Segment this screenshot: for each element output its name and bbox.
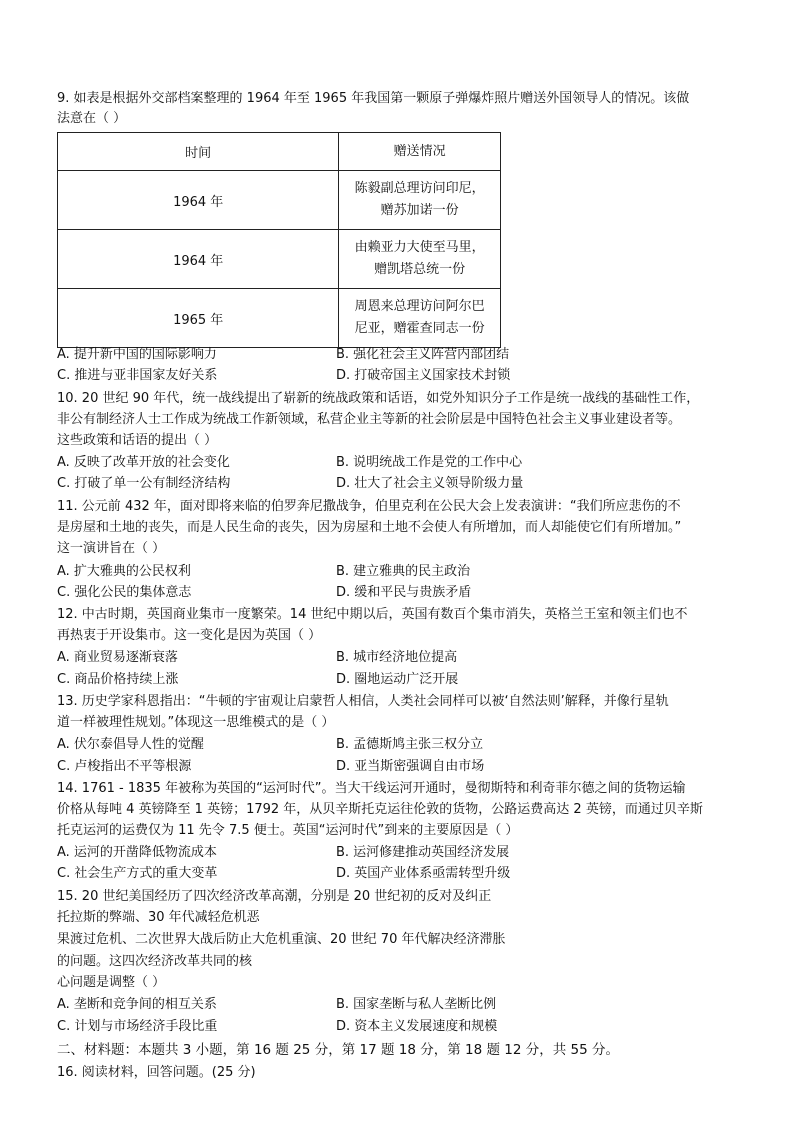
table-cell-gift <box>339 230 501 289</box>
gift-line: 由赖亚力大使至马里， <box>354 240 485 255</box>
q12-stem-line1: 12. 中古时期，英国商业集市一度繁荣。14 世纪中期以后，英国有数百个集市消失，英格兰王室和领主们也不 <box>57 607 688 622</box>
q10-stem-line2: 非公有制经济人士工作成为统战工作新领域，私营企业主等新的社会阶层是中国特色社会主义事业建设者等。 <box>57 412 682 427</box>
q14-option-b: B. 运河修建推动英国经济发展 <box>336 845 510 860</box>
table-header-time: 时间 <box>58 133 339 171</box>
q14-stem-line2: 价格从每吨 4 英镑降至 1 英镑；1792 年，从贝辛斯托克运往伦敦的货物，公路运费高达 2 英镑，而通过贝辛斯 <box>57 802 703 817</box>
q14-stem-line3: 托克运河的运费仅为 11 先令 7.5 便士。英国“运河时代”到来的主要原因是（ ） <box>57 823 519 838</box>
q10-option-c: C. 打破了单一公有制经济结构 <box>57 476 231 491</box>
gift-line: 陈毅副总理访问印尼， <box>354 181 485 196</box>
table-header-row <box>58 133 501 171</box>
q15-stem-line5: 心问题是调整（ ） <box>57 975 166 990</box>
q15-option-d: D. 资本主义发展速度和规模 <box>336 1019 498 1034</box>
q13-stem-line2: 道一样被理性规划。”体现这一思维模式的是（ ） <box>57 715 335 730</box>
q10-stem-line3: 这些政策和话语的提出（ ） <box>57 433 218 448</box>
q15-option-a: A. 垄断和竞争间的相互关系 <box>57 997 217 1012</box>
gift-table <box>57 132 501 348</box>
q12-stem-line2: 再热衷于开设集市。这一变化是因为英国（ ） <box>57 628 322 643</box>
table-cell-gift <box>339 171 501 230</box>
gift-line: 尼亚，赠霍查同志一份 <box>354 321 485 336</box>
q9-option-d: D. 打破帝国主义国家技术封锁 <box>336 368 511 383</box>
q15-stem-line3: 果渡过危机、二次世界大战后防止大危机重演、20 世纪 70 年代解决经济滞胀 <box>57 932 506 947</box>
gift-line: 赠苏加诺一份 <box>380 203 459 218</box>
q15-stem-line4: 的问题。这四次经济改革共同的核 <box>57 954 253 969</box>
q11-option-d: D. 缓和平民与贵族矛盾 <box>336 585 472 600</box>
q15-option-c: C. 计划与市场经济手段比重 <box>57 1019 218 1034</box>
q13-option-b: B. 孟德斯鸠主张三权分立 <box>336 737 484 752</box>
q9-option-c: C. 推进与亚非国家友好关系 <box>57 368 218 383</box>
q14-option-a: A. 运河的开凿降低物流成本 <box>57 845 217 860</box>
q9-stem-line1: 9. 如表是根据外交部档案整理的 1964 年至 1965 年我国第一颗原子弹爆炸照片赠送外国领导人的情况。该做 <box>57 91 690 106</box>
q12-option-d: D. 圈地运动广泛开展 <box>336 672 459 687</box>
gift-line: 周恩来总理访问阿尔巴 <box>354 299 485 314</box>
q12-option-b: B. 城市经济地位提高 <box>336 650 458 665</box>
section2-heading: 二、材料题：本题共 3 小题，第 16 题 25 分，第 17 题 18 分，第 18 题 12 分，共 55 分。 <box>57 1042 619 1058</box>
gift-line: 赠凯塔总统一份 <box>374 262 466 277</box>
q12-option-a: A. 商业贸易逐渐衰落 <box>57 650 178 665</box>
table-cell-time: 1964 年 <box>58 230 339 289</box>
table-header-gift: 赠送情况 <box>339 133 501 171</box>
q10-option-a: A. 反映了改革开放的社会变化 <box>57 455 230 470</box>
q11-stem-line3: 这一演讲旨在（ ） <box>57 541 166 556</box>
q9-option-a: A. 提升新中国的国际影响力 <box>57 347 217 362</box>
q9-option-b: B. 强化社会主义阵营内部团结 <box>336 347 510 362</box>
q10-option-b: B. 说明统战工作是党的工作中心 <box>336 455 523 470</box>
q16-stem: 16. 阅读材料，回答问题。(25 分) <box>57 1065 256 1080</box>
q11-option-a: A. 扩大雅典的公民权利 <box>57 564 191 579</box>
q12-option-c: C. 商品价格持续上涨 <box>57 672 179 687</box>
q15-stem-line1: 15. 20 世纪美国经历了四次经济改革高潮，分别是 20 世纪初的反对及纠正 <box>57 889 492 904</box>
table-cell-time: 1964 年 <box>58 171 339 230</box>
q11-stem-line1: 11. 公元前 432 年，面对即将来临的伯罗奔尼撒战争，伯里克利在公民大会上发表演讲：“我们所应悲伤的不 <box>57 499 681 514</box>
table-cell-time: 1965 年 <box>58 289 339 348</box>
q13-option-d: D. 亚当斯密强调自由市场 <box>336 759 485 774</box>
table-row <box>58 171 501 230</box>
q10-stem-line1: 10. 20 世纪 90 年代，统一战线提出了崭新的统战政策和话语，如党外知识分子工作是统一战线的基础性工作， <box>57 391 700 406</box>
q15-option-b: B. 国家垄断与私人垄断比例 <box>336 997 497 1012</box>
q11-option-b: B. 建立雅典的民主政治 <box>336 564 471 579</box>
q14-option-c: C. 社会生产方式的重大变革 <box>57 866 218 881</box>
q13-stem-line1: 13. 历史学家科恩指出：“牛顿的宇宙观让启蒙哲人相信，人类社会同样可以被‘自然法则’解释，并像行星轨 <box>57 694 669 709</box>
q15-stem-line2: 托拉斯的弊端、30 年代减轻危机恶 <box>57 910 260 925</box>
q14-option-d: D. 英国产业体系亟需转型升级 <box>336 866 511 881</box>
q9-stem-line2: 法意在（ ） <box>57 111 127 126</box>
q11-stem-line2: 是房屋和土地的丧失，而是人民生命的丧失，因为房屋和土地不会使人有所增加，而人却能使它们有所增加。” <box>57 520 682 535</box>
q11-option-c: C. 强化公民的集体意志 <box>57 585 192 600</box>
q13-option-c: C. 卢梭指出不平等根源 <box>57 759 192 774</box>
table-row <box>58 230 501 289</box>
table-row <box>58 289 501 348</box>
table-cell-gift <box>339 289 501 348</box>
q10-option-d: D. 壮大了社会主义领导阶级力量 <box>336 476 524 491</box>
q14-stem-line1: 14. 1761 - 1835 年被称为英国的“运河时代”。当大干线运河开通时，曼彻斯特和利奇菲尔德之间的货物运输 <box>57 781 686 796</box>
q13-option-a: A. 伏尔泰倡导人性的觉醒 <box>57 737 204 752</box>
